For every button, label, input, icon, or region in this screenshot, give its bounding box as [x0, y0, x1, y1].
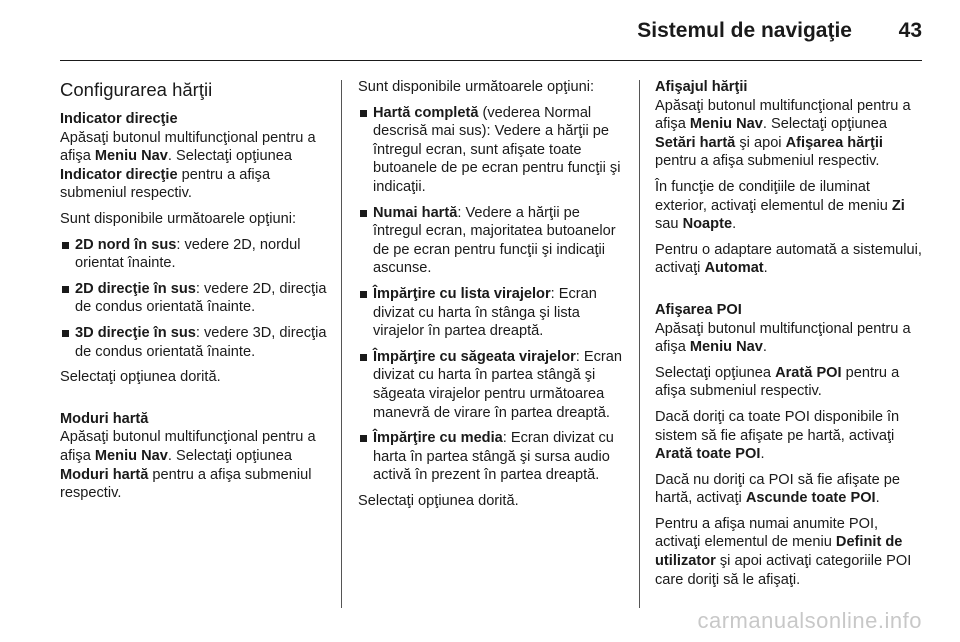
list-item: Împărţire cu lista virajelor: Ecran divizat cu harta în stânga şi lista virajelor în partea dreaptă.: [358, 285, 626, 341]
map-mode-options-list: [358, 104, 626, 485]
col2-outro: Selectaţi opţiunea dorită.: [358, 492, 519, 509]
indicator-paragraph-1: Apăsaţi butonul multifuncţional pentru a afişa Meniu Nav. Selectaţi opţiunea Indicator direcţie pentru a afişa submeniul respectiv.: [60, 129, 316, 202]
indicator-paragraph-2: Sunt disponibile următoarele opţiuni:: [60, 210, 297, 227]
poi-title: Afişarea POI: [655, 301, 742, 318]
list-item: 3D direcţie în sus: vedere 3D, direcţia de condus orientată înainte.: [60, 324, 328, 361]
afisaj-paragraph-2: În funcţie de condiţiile de iluminat exterior, activaţi elementul de meniu Zi sau Noapte.: [655, 178, 905, 233]
afisaj-paragraph-3: Pentru o adaptare automată a sistemului, activaţi Automat.: [655, 241, 922, 277]
column-divider-1: [341, 80, 342, 608]
poi-paragraph-2: Selectaţi opţiunea Arată POI pentru a afişa submeniul respectiv.: [655, 364, 900, 400]
moduri-paragraph-1: Apăsaţi butonul multifuncţional pentru a afişa Meniu Nav. Selectaţi opţiunea Moduri hartă pentru a afişa submeniul respectiv.: [60, 429, 316, 502]
column-divider-2: [639, 80, 640, 608]
page-number: 43: [898, 19, 922, 42]
list-item: 2D nord în sus: vedere 2D, nordul orientat înainte.: [60, 236, 328, 273]
list-item: Împărţire cu săgeata virajelor: Ecran divizat cu harta în partea stângă şi săgeata virajelor pentru următoarea manevră de virare în partea dreaptă.: [358, 348, 626, 422]
list-item: 2D direcţie în sus: vedere 2D, direcţia de condus orientată înainte.: [60, 280, 328, 317]
column-1: [60, 78, 328, 510]
afisaj-title: Afişajul hărţii: [655, 79, 748, 95]
page-title: Sistemul de navigaţie: [637, 19, 852, 42]
poi-paragraph-4: Dacă nu doriţi ca POI să fie afişate pe hartă, activaţi Ascunde toate POI.: [655, 471, 900, 507]
page-header: [60, 0, 922, 61]
watermark: carmanualsonline.info: [697, 608, 922, 633]
afisaj-paragraph-1: Apăsaţi butonul multifuncţional pentru a afişa Meniu Nav. Selectaţi opţiunea Setări hartă şi apoi Afişarea hărţii pentru a afişa submeniul respectiv.: [655, 97, 911, 170]
poi-paragraph-3: Dacă doriţi ca toate POI disponibile în sistem să fie afişate pe hartă, activaţi Arată toate POI.: [655, 408, 900, 463]
section-title: Configurarea hărţii: [60, 79, 213, 100]
indicator-title: Indicator direcţie: [60, 111, 178, 127]
poi-paragraph-1: Apăsaţi butonul multifuncţional pentru a afişa Meniu Nav.: [655, 320, 911, 356]
list-item: Împărţire cu media: Ecran divizat cu harta în partea stângă şi sursa audio activă în prezent în partea dreaptă.: [358, 429, 626, 485]
column-2: [358, 78, 626, 517]
moduri-title: Moduri hartă: [60, 410, 149, 427]
indicator-paragraph-3: Selectaţi opţiunea dorită.: [60, 369, 221, 386]
indicator-options-list: [60, 236, 328, 362]
col2-intro: Sunt disponibile următoarele opţiuni:: [358, 79, 595, 95]
list-item: Hartă completă (vederea Normal descrisă mai sus): Vedere a hărţii pe întregul ecran, sunt afişate toate butoanele de pe ecran pentru funcţii şi indicaţii.: [358, 104, 626, 197]
list-item: Numai hartă: Vedere a hărţii pe întregul ecran, majoritatea butoanelor de pe ecran pentru funcţii şi indicaţii ascunse.: [358, 204, 626, 278]
column-3: [655, 78, 925, 596]
poi-paragraph-5: Pentru a afişa numai anumite POI, activaţi elementul de meniu Definit de utilizator şi apoi activaţi categoriile POI care doriţi să le afişaţi.: [655, 515, 912, 588]
